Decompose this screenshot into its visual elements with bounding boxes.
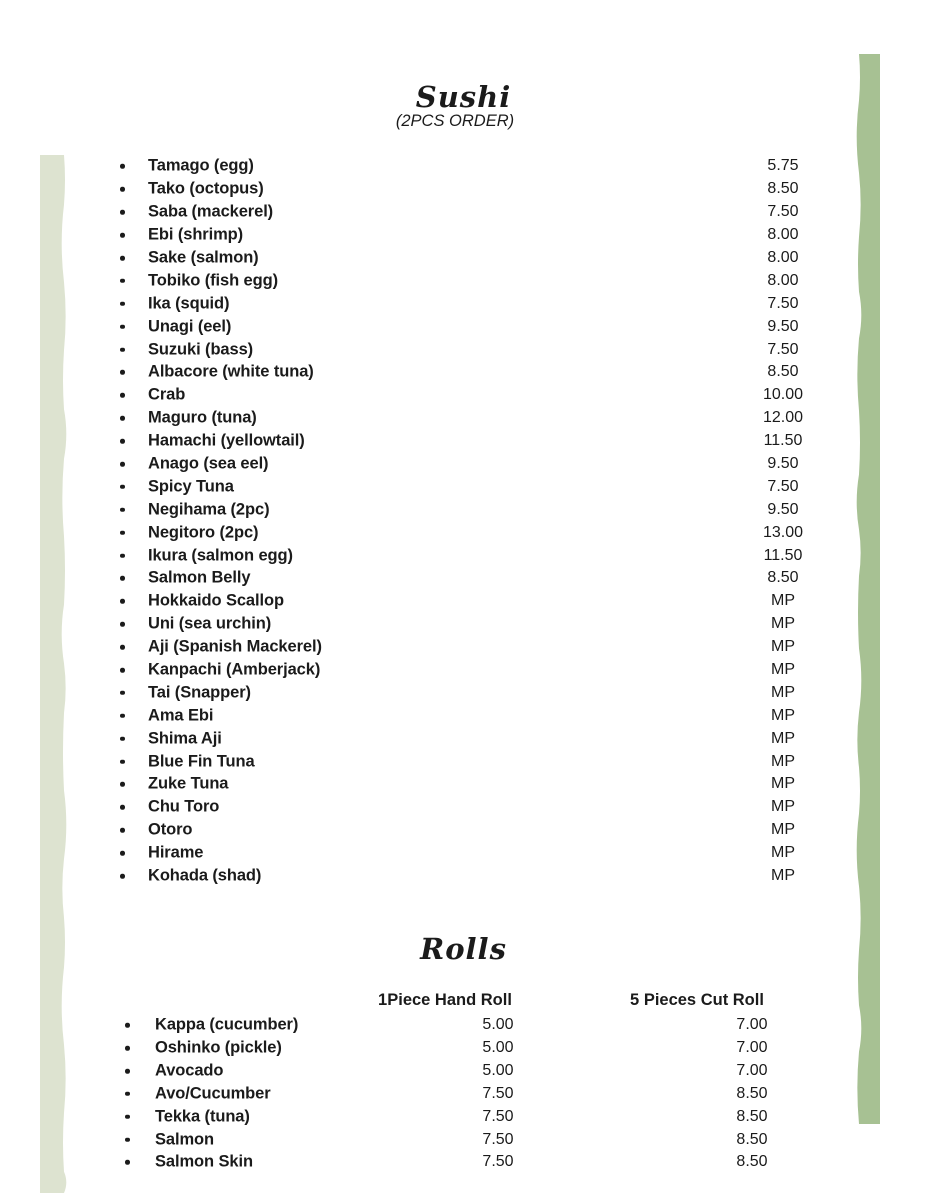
item-price: MP <box>771 729 795 747</box>
menu-item-row <box>0 773 927 796</box>
bullet-icon <box>120 439 125 444</box>
item-name: Ikura (salmon egg) <box>148 546 293 565</box>
bullet-icon <box>120 691 125 696</box>
item-price: MP <box>771 661 795 679</box>
sushi-item-list <box>0 155 927 888</box>
hand-roll-price: 7.50 <box>482 1130 514 1148</box>
item-name: Salmon Belly <box>148 568 251 587</box>
bullet-icon <box>120 233 125 238</box>
item-price: MP <box>771 592 795 610</box>
menu-item-row <box>0 681 927 704</box>
item-price: MP <box>771 638 795 656</box>
menu-item-row <box>0 361 927 384</box>
rolls-section-title: Rolls <box>420 932 507 966</box>
item-price: MP <box>771 706 795 724</box>
item-name: Spicy Tuna <box>148 477 234 496</box>
bullet-icon <box>120 256 125 261</box>
item-name: Hokkaido Scallop <box>148 591 284 610</box>
cut-roll-price: 7.00 <box>736 1062 768 1080</box>
sushi-section-title: Sushi <box>415 80 512 114</box>
item-name: Salmon <box>155 1130 214 1149</box>
menu-item-row <box>0 842 927 865</box>
item-price: MP <box>771 844 795 862</box>
item-name: Aji (Spanish Mackerel) <box>148 637 322 656</box>
item-name: Blue Fin Tuna <box>148 752 255 771</box>
menu-item-row <box>0 819 927 842</box>
item-price: 8.00 <box>767 249 799 266</box>
rolls-item-list <box>0 1014 927 1174</box>
item-price: 13.00 <box>762 523 804 541</box>
bullet-icon <box>120 347 125 352</box>
item-price: 12.00 <box>762 409 804 427</box>
item-price: 5.75 <box>767 157 799 175</box>
bullet-icon <box>120 302 125 307</box>
item-price: 10.00 <box>762 386 804 404</box>
cut-roll-price: 7.00 <box>736 1016 768 1034</box>
menu-item-row <box>0 865 927 888</box>
menu-item-row <box>0 750 927 773</box>
item-name: Shima Aji <box>148 729 222 748</box>
menu-item-row <box>0 727 927 750</box>
bullet-icon <box>120 828 125 833</box>
bullet-icon <box>120 210 125 215</box>
menu-item-row <box>0 292 927 315</box>
item-name: Tobiko (fish egg) <box>148 271 278 290</box>
item-price: MP <box>771 752 795 770</box>
item-name: Otoro <box>148 820 193 839</box>
item-name: Hirame <box>148 843 204 862</box>
bullet-icon <box>120 714 125 719</box>
hand-roll-price: 5.00 <box>482 1062 514 1080</box>
hand-roll-price: 7.50 <box>482 1084 514 1102</box>
menu-item-row <box>0 475 927 498</box>
menu-item-row <box>0 704 927 727</box>
item-name: Kohada (shad) <box>148 866 262 885</box>
bullet-icon <box>120 485 125 490</box>
menu-item-row <box>0 338 927 361</box>
bullet-icon <box>125 1023 130 1028</box>
menu-item-row <box>0 613 927 636</box>
bullet-icon <box>120 164 125 169</box>
item-price: 9.50 <box>767 455 799 473</box>
item-name: Suzuki (bass) <box>148 340 254 359</box>
item-name: Negitoro (2pc) <box>148 523 259 542</box>
cut-roll-price: 8.50 <box>736 1130 768 1148</box>
bullet-icon <box>125 1115 130 1120</box>
bullet-icon <box>120 187 125 192</box>
hand-roll-price: 7.50 <box>482 1107 514 1125</box>
item-price: 9.50 <box>767 317 799 335</box>
item-price: 8.50 <box>767 363 799 381</box>
menu-item-row <box>0 1014 927 1037</box>
bullet-icon <box>120 668 125 673</box>
item-name: Albacore (white tuna) <box>148 362 314 381</box>
menu-item-row <box>0 407 927 430</box>
menu-item-row <box>0 1105 927 1128</box>
item-name: Avocado <box>155 1061 224 1080</box>
item-price: 7.50 <box>767 203 799 221</box>
bullet-icon <box>120 324 125 329</box>
hand-roll-price: 5.00 <box>482 1039 514 1057</box>
item-name: Salmon Skin <box>155 1152 253 1171</box>
menu-item-row <box>0 155 927 178</box>
item-price: MP <box>771 821 795 839</box>
bullet-icon <box>120 805 125 810</box>
bullet-icon <box>120 782 125 787</box>
bullet-icon <box>120 530 125 535</box>
item-price: 7.50 <box>767 340 799 358</box>
item-name: Kappa (cucumber) <box>155 1015 299 1034</box>
item-name: Uni (sea urchin) <box>148 614 272 633</box>
menu-item-row <box>0 247 927 270</box>
bullet-icon <box>120 645 125 650</box>
item-name: Ebi (shrimp) <box>148 225 244 244</box>
menu-item-row <box>0 636 927 659</box>
item-name: Chu Toro <box>148 797 220 816</box>
bullet-icon <box>120 416 125 421</box>
bullet-icon <box>120 508 125 513</box>
sushi-section-subtitle: (2PCS ORDER) <box>395 112 515 130</box>
item-name: Unagi (eel) <box>148 317 232 336</box>
item-name: Ika (squid) <box>148 294 230 313</box>
bullet-icon <box>120 279 125 284</box>
bullet-icon <box>125 1046 130 1051</box>
menu-item-row <box>0 590 927 613</box>
menu-item-row <box>0 544 927 567</box>
bullet-icon <box>120 576 125 581</box>
item-price: 8.00 <box>767 226 799 244</box>
cut-roll-price: 8.50 <box>736 1084 768 1102</box>
item-price: 11.50 <box>763 432 803 450</box>
item-name: Avo/Cucumber <box>155 1084 271 1103</box>
menu-item-row <box>0 1151 927 1174</box>
hand-roll-column-header: 1Piece Hand Roll <box>378 991 512 1009</box>
item-name: Tako (octopus) <box>148 179 264 198</box>
menu-item-row <box>0 1128 927 1151</box>
menu-item-row <box>0 1060 927 1083</box>
item-price: MP <box>771 867 795 885</box>
menu-item-row <box>0 269 927 292</box>
menu-item-row <box>0 201 927 224</box>
bullet-icon <box>120 393 125 398</box>
cut-roll-price: 7.00 <box>736 1039 768 1057</box>
menu-item-row <box>0 224 927 247</box>
menu-item-row <box>0 1083 927 1106</box>
bullet-icon <box>120 736 125 741</box>
menu-item-row <box>0 430 927 453</box>
menu-item-row <box>0 384 927 407</box>
bullet-icon <box>120 553 125 558</box>
item-name: Tamago (egg) <box>148 156 254 175</box>
rolls-column-headers <box>0 991 927 1011</box>
bullet-icon <box>125 1160 130 1165</box>
item-name: Tekka (tuna) <box>155 1107 250 1126</box>
menu-item-row <box>0 498 927 521</box>
item-price: MP <box>771 615 795 633</box>
item-name: Negihama (2pc) <box>148 500 270 519</box>
bullet-icon <box>120 622 125 627</box>
item-name: Ama Ebi <box>148 706 214 725</box>
cut-roll-price: 8.50 <box>736 1107 768 1125</box>
item-name: Crab <box>148 385 186 404</box>
item-price: MP <box>771 683 795 701</box>
hand-roll-price: 5.00 <box>482 1016 514 1034</box>
item-price: MP <box>771 798 795 816</box>
bullet-icon <box>120 759 125 764</box>
item-price: 8.50 <box>767 180 799 198</box>
cut-roll-column-header: 5 Pieces Cut Roll <box>630 991 764 1009</box>
menu-item-row <box>0 659 927 682</box>
item-name: Tai (Snapper) <box>148 683 251 702</box>
item-price: 7.50 <box>767 294 799 312</box>
bullet-icon <box>120 370 125 375</box>
item-price: MP <box>771 775 795 793</box>
item-name: Zuke Tuna <box>148 774 229 793</box>
menu-item-row <box>0 315 927 338</box>
menu-item-row <box>0 178 927 201</box>
item-name: Sake (salmon) <box>148 248 259 267</box>
item-price: 7.50 <box>767 477 799 495</box>
item-name: Hamachi (yellowtail) <box>148 431 305 450</box>
item-price: 11.50 <box>763 546 803 564</box>
bullet-icon <box>120 874 125 879</box>
bullet-icon <box>125 1069 130 1074</box>
menu-item-row <box>0 521 927 544</box>
menu-item-row <box>0 567 927 590</box>
bullet-icon <box>120 851 125 856</box>
bullet-icon <box>125 1092 130 1097</box>
menu-item-row <box>0 1037 927 1060</box>
bullet-icon <box>120 462 125 467</box>
item-price: 9.50 <box>767 500 799 518</box>
cut-roll-price: 8.50 <box>736 1153 768 1171</box>
item-price: 8.50 <box>767 569 799 587</box>
menu-item-row <box>0 453 927 476</box>
bullet-icon <box>120 599 125 604</box>
item-price: 8.00 <box>767 271 799 289</box>
item-name: Saba (mackerel) <box>148 202 274 221</box>
item-name: Kanpachi (Amberjack) <box>148 660 321 679</box>
item-name: Anago (sea eel) <box>148 454 269 473</box>
item-name: Oshinko (pickle) <box>155 1038 282 1057</box>
hand-roll-price: 7.50 <box>482 1153 514 1171</box>
bullet-icon <box>125 1137 130 1142</box>
menu-item-row <box>0 796 927 819</box>
item-name: Maguro (tuna) <box>148 408 257 427</box>
